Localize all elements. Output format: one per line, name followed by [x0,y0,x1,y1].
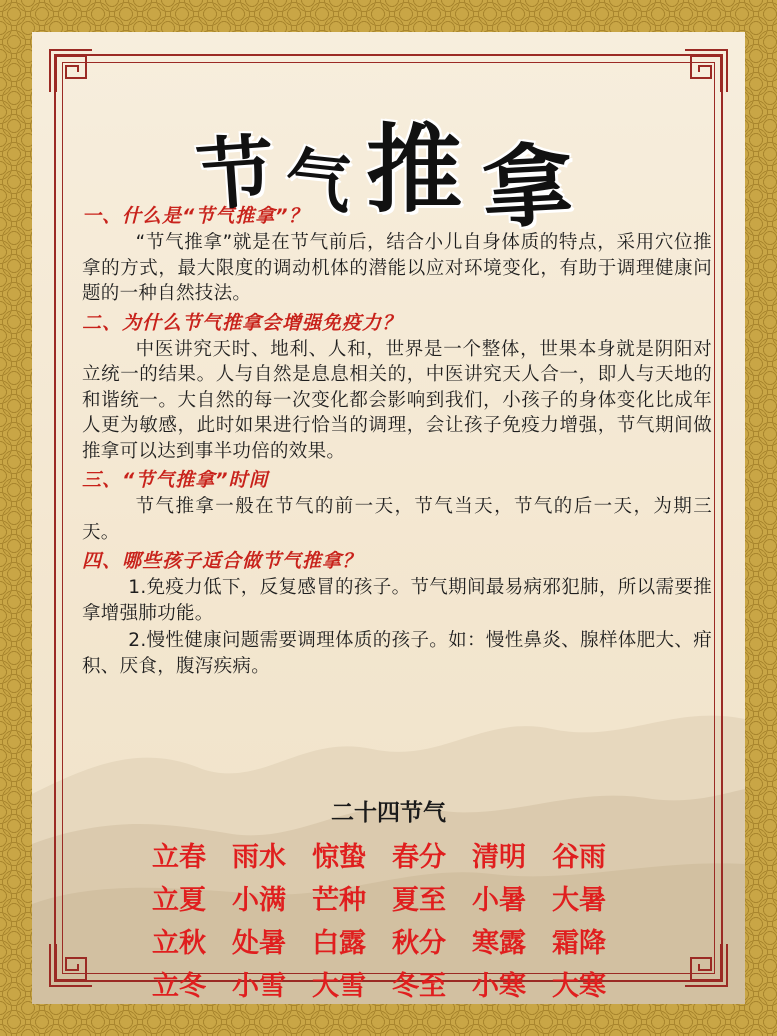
section-heading: 一、什么是“节气推拿”？ [82,205,309,227]
section-heading: 三、“节气推拿”时间 [82,469,269,491]
solar-term: 秋分 [392,928,446,959]
solar-term: 小满 [232,885,286,916]
solar-term: 立秋 [152,928,206,959]
solar-terms-grid [152,840,632,1004]
section-paragraph: 节气推拿一般在节气的前一天，节气当天，节气的后一天，为期三天。 [82,496,712,543]
section-paragraph: 2.慢性健康问题需要调理体质的孩子。如：慢性鼻炎、腺样体肥大、疳积、厌食，腹泻疾病。 [82,630,712,677]
solar-term: 清明 [472,842,526,873]
solar-term: 冬至 [392,971,446,1002]
corner-ornament-icon [683,942,729,988]
solar-term: 大雪 [312,971,366,1002]
solar-term: 大寒 [552,971,606,1002]
solar-term: 霜降 [552,928,606,959]
solar-term: 芒种 [312,885,366,916]
title-char: 拿 [479,131,576,243]
corner-ornament-icon [683,48,729,94]
solar-term: 处暑 [232,928,286,959]
solar-term: 惊蛰 [312,842,366,873]
section-paragraph: 中医讲究天时、地利、人和，世界是一个整体，世果本身就是阴阳对立统一的结果。人与自然是息息相关的，中医讲究天人合一，即人与天地的和谐统一。大自然的每一次变化都会影响到我们，小孩子的身体变化比成年人更为敏感，此时如果进行恰当的调理，会让孩子免疫力增强，节气期间做推拿可以达到事半功倍的效果。 [82,338,712,462]
solar-term: 寒露 [472,928,526,959]
section-heading: 二、为什么节气推拿会增强免疫力？ [82,311,403,334]
poster [32,32,745,1004]
article-body [82,202,712,681]
corner-ornament-icon [48,942,94,988]
solar-term: 立夏 [152,885,206,916]
section-paragraph: “节气推拿”就是在节气前后，结合小儿自身体质的特点，采用穴位推拿的方式，最大限度的调动机体的潜能以应对环境变化，有助于调理健康问题的一种自然技法。 [82,232,712,304]
solar-term: 小暑 [472,885,526,916]
solar-term: 雨水 [232,842,286,873]
solar-term: 谷雨 [552,842,606,873]
title-char: 气 [281,138,356,224]
solar-term: 大暑 [552,885,606,916]
title-char: 节 [193,126,278,223]
solar-term: 小寒 [472,971,526,1002]
solar-terms-title: 二十四节气 [331,799,446,826]
corner-ornament-icon [48,48,94,94]
solar-term: 小雪 [232,971,286,1002]
solar-term: 立春 [152,842,206,873]
solar-term: 春分 [392,842,446,873]
solar-term: 夏至 [392,885,446,916]
solar-term: 白露 [312,928,366,959]
solar-term: 立冬 [152,971,206,1002]
title-char: 推 [366,113,462,226]
section-heading: 四、哪些孩子适合做节气推拿？ [82,550,363,572]
section-paragraph: 1.免疫力低下，反复感冒的孩子。节气期间最易病邪犯肺，所以需要推拿增强肺功能。 [82,577,712,624]
